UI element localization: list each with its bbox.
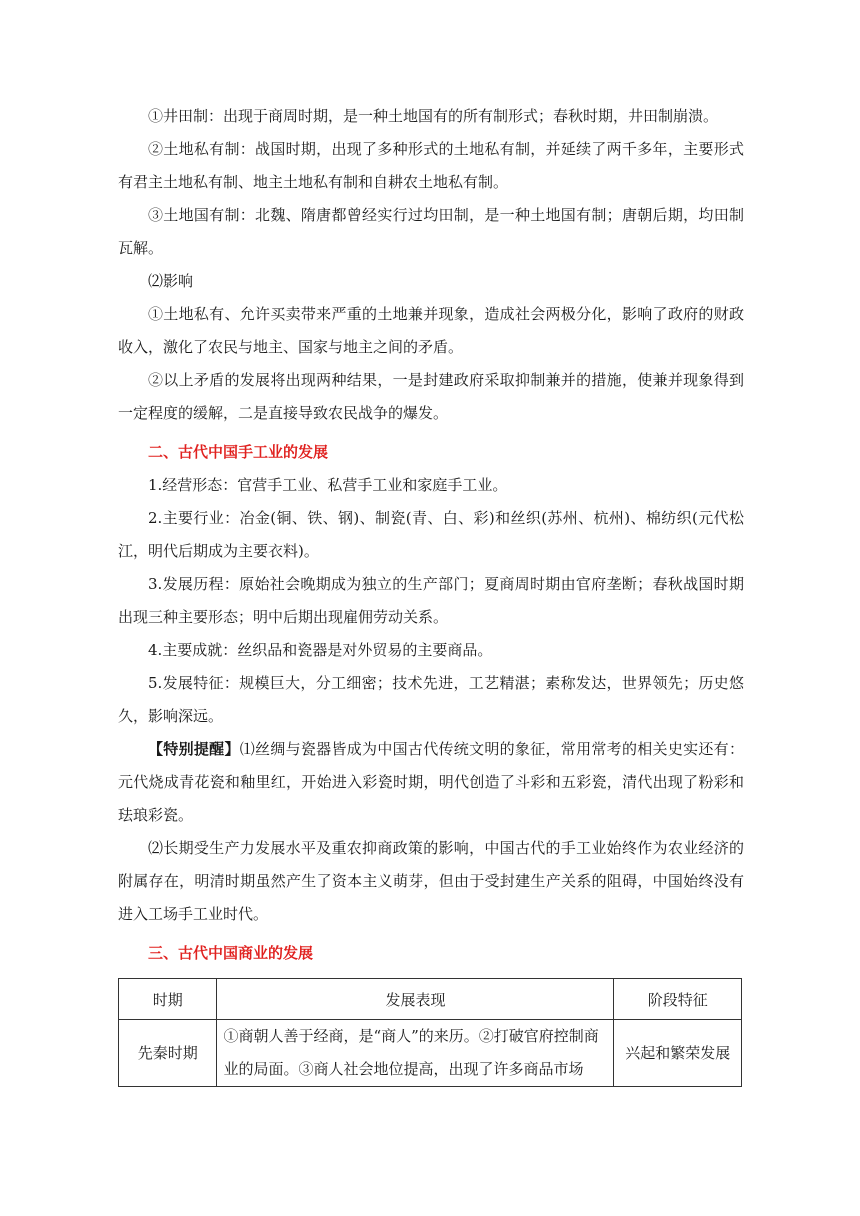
paragraph-special-note	[118, 733, 744, 832]
table-header-row	[119, 979, 742, 1020]
paragraph-history: 3.发展历程：原始社会晚期成为独立的生产部门；夏商周时期由官府垄断；春秋战国时期出现三种主要形态；明中后期出现雇佣劳动关系。	[118, 575, 744, 626]
commerce-table	[118, 978, 742, 1087]
table-cell-period: 先秦时期	[119, 1020, 217, 1087]
document-body	[118, 100, 744, 1087]
subheading-influence: ⑵影响	[148, 272, 194, 290]
special-note-label: 【特别提醒】	[148, 740, 240, 758]
paragraph-industries: 2.主要行业：冶金(铜、铁、钢)、制瓷(青、白、彩)和丝织(苏州、杭州)、棉纺织(元代松江，明代后期成为主要衣料)。	[118, 509, 744, 560]
table-cell-stage: 兴起和繁荣发展	[614, 1020, 742, 1087]
section-heading-handicraft: 二、古代中国手工业的发展	[148, 443, 329, 461]
table-header-stage: 阶段特征	[614, 979, 742, 1020]
section-heading-commerce: 三、古代中国商业的发展	[148, 944, 314, 962]
paragraph-private-land: ②土地私有制：战国时期，出现了多种形式的土地私有制，并延续了两千多年，主要形式有君主土地私有制、地主土地私有制和自耕农土地私有制。	[118, 140, 744, 191]
paragraph-influence-2: ②以上矛盾的发展将出现两种结果，一是封建政府采取抑制兼并的措施，使兼并现象得到一定程度的缓解，二是直接导致农民战争的爆发。	[118, 371, 744, 422]
paragraph-forms: 1.经营形态：官营手工业、私营手工业和家庭手工业。	[148, 476, 508, 494]
paragraph-influence-1: ①土地私有、允许买卖带来严重的土地兼并现象，造成社会两极分化，影响了政府的财政收入，激化了农民与地主、国家与地主之间的矛盾。	[118, 305, 744, 356]
table-header-performance: 发展表现	[217, 979, 614, 1020]
table-header-period: 时期	[119, 979, 217, 1020]
paragraph-state-land: ③土地国有制：北魏、隋唐都曾经实行过均田制，是一种土地国有制；唐朝后期，均田制瓦解。	[118, 206, 744, 257]
paragraph-long-term: ⑵长期受生产力发展水平及重农抑商政策的影响，中国古代的手工业始终作为农业经济的附属存在，明清时期虽然产生了资本主义萌芽，但由于受封建生产关系的阻碍，中国始终没有进入工场手工业时代。	[118, 839, 744, 923]
special-note-text: ⑴丝绸与瓷器皆成为中国古代传统文明的象征，常用常考的相关史实还有：元代烧成青花瓷和釉里红，开始进入彩瓷时期，明代创造了斗彩和五彩瓷，清代出现了粉彩和珐琅彩瓷。	[118, 740, 744, 824]
table-row	[119, 1020, 742, 1087]
paragraph-achievements: 4.主要成就：丝织品和瓷器是对外贸易的主要商品。	[148, 641, 493, 659]
table-cell-performance: ①商朝人善于经商，是“商人”的来历。②打破官府控制商业的局面。③商人社会地位提高，出现了许多商品市场	[217, 1020, 614, 1087]
paragraph-features: 5.发展特征：规模巨大，分工细密；技术先进，工艺精湛；素称发达，世界领先；历史悠久，影响深远。	[118, 674, 744, 725]
paragraph-jingtian: ①井田制：出现于商周时期，是一种土地国有的所有制形式；春秋时期，井田制崩溃。	[148, 107, 719, 125]
